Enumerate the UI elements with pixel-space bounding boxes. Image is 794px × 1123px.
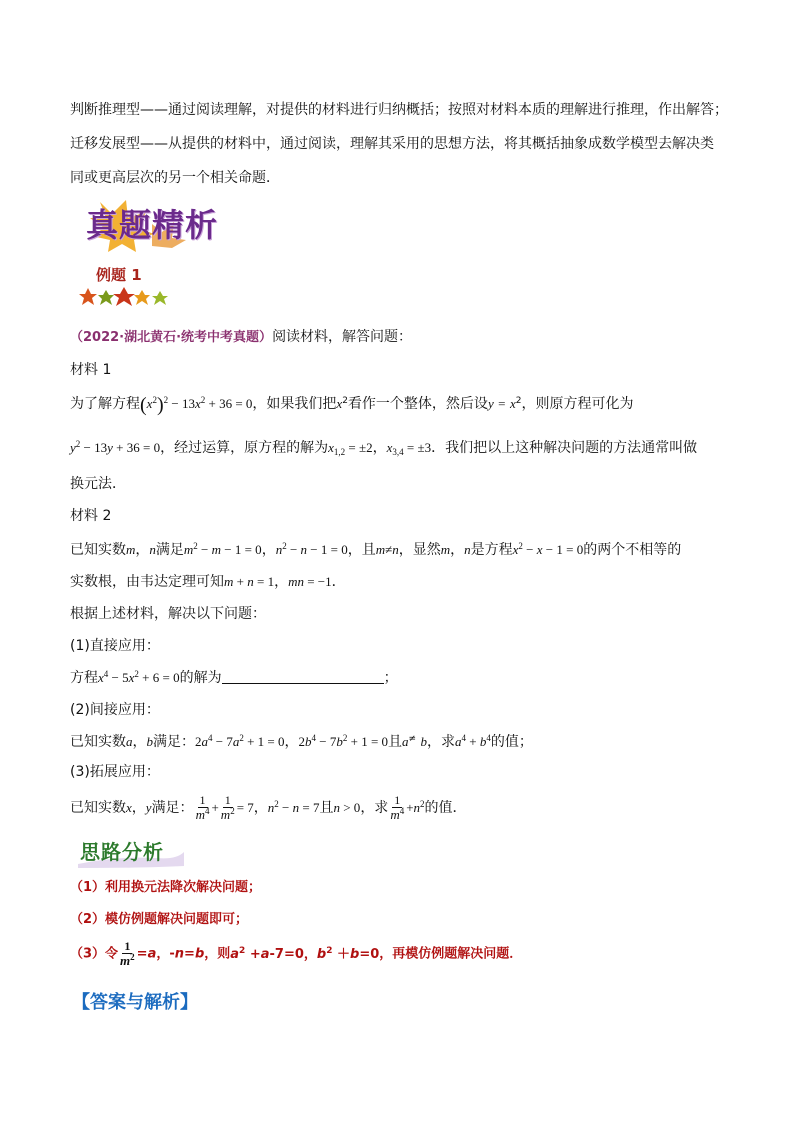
material2-label: 材料 2 [70,508,112,524]
hint-2: （2）模仿例题解决问题即可； [70,912,249,927]
q2-text: 已知实数a，b满足：$2a^4 - 7a^2 + 1 = 0$，$2b^4 - 7b^2 + 1 = 0$且a≠ b，求$a^4 + b^4$的值； [70,733,533,750]
intro-line-1: 判断推理型——通过阅读理解，对提供的材料进行归纳概括；按照对材料本质的理解进行推理，作出解答； [70,102,728,118]
hint-3: （3）令 $\frac{1}{m^2}$ =a，-n=b，则$a^2 +a-7=0$，$b^2 +b=0$，再模仿例题解决问题． [70,939,523,968]
problem-task: 阅读材料，解答问题： [272,329,413,345]
q1-answer-blank[interactable] [222,669,384,684]
hint-1: （1）利用换元法降次解决问题； [70,880,262,895]
material2-line-2: 实数根，由韦达定理可知m + n = 1，mn = −1． [70,574,346,590]
material1-line-3: 换元法． [70,476,126,492]
q1-text: 方程$x^4 - 5x^2 + 6 = 0$的解为 ； [70,669,398,686]
q2-label: (2)间接应用： [70,702,160,718]
example-label: 例题 1 [96,266,142,284]
instruction: 根据上述材料，解决以下问题： [70,606,266,622]
analysis-banner [76,834,186,870]
q3-label: (3)拓展应用： [70,764,160,780]
banner-title: 真题精析 [86,206,219,244]
q3-text: 已知实数x，y满足： $\frac{1}{m^4}$ + $\frac{1}{m^2}$ = 7，$n^2 - n = 7$且n > 0，求 $\frac{1}{m^4}$ $+n^2$的值． [70,793,467,822]
leaf-row-icon [78,286,170,308]
problem-source-line [70,327,412,348]
answer-header: 【答案与解析】 [72,992,198,1013]
equation-quartic: $(x^2)^2 - 13x^2 + 36 = 0$ [140,394,253,416]
section-banner [82,194,242,254]
problem-source: （2022·湖北黄石·统考中考真题） [70,330,273,345]
material2-line-1: 已知实数m，n满足$m^2 - m - 1 = 0$，$n^2 - n - 1 = 0$，且m≠n，显然m，n是方程$x^2 - x - 1 = 0$的两个不相等的 [70,541,682,558]
q1-label: (1)直接应用： [70,638,160,654]
intro-line-3: 同或更高层次的另一个相关命题． [70,170,280,186]
example-badge [78,264,170,308]
material1-line-2: $y^2 - 13y + 36 = 0$，经过运算，原方程的解为$x_{1,2} = \pm 2$，$x_{3,4} = \pm 3$．我们把以上这种解决问题的方法通常叫做 [70,439,698,457]
material1-label: 材料 1 [70,362,112,378]
intro-line-2: 迁移发展型——从提供的材料中，通过阅读，理解其采用的思想方法，将其概括抽象成数学模型去解决类 [70,136,714,152]
material1-line-1: 为了解方程$(x^2)^2 - 13x^2 + 36 = 0$，如果我们把$x^2$看作一个整体，然后设$y = x^2$，则原方程可化为 [70,394,634,416]
analysis-title: 思路分析 [80,840,164,864]
